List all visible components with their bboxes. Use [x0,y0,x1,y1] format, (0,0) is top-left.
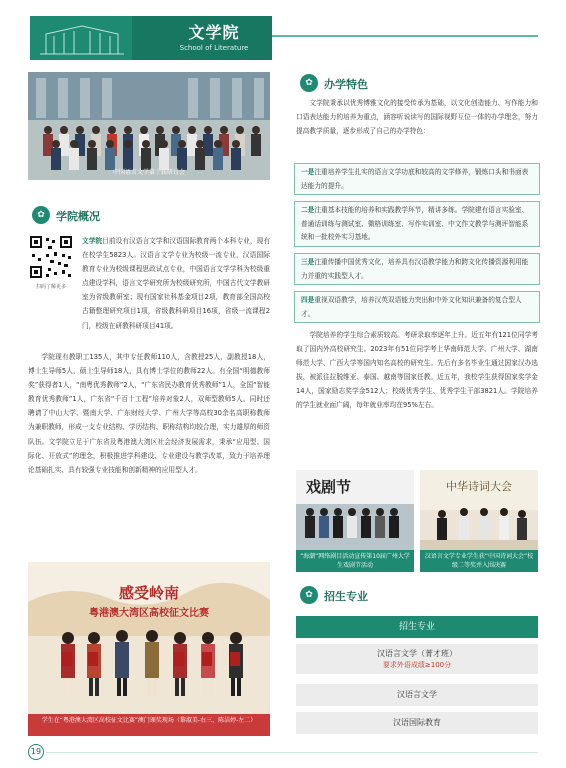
major-row-3 [296,712,538,734]
feature-item-4-text: 重视双语教学，培养汉英双语能力突出和中外文化知识兼备的复合型人才。 [301,296,522,318]
feature-item-3-lead: 三是 [301,258,315,266]
admission-title: 招生专业 [324,590,368,603]
header-rule [272,35,538,37]
admission-icon: ✿ [300,586,318,604]
contest-photo-caption: 学生在“粤港澳大湾区高校征文比赛”澳门颁奖现场（黎淑美-右三，陈洁婷-左二） [41,717,257,724]
overview-para2-text: 学院现有教职工135人，其中专任教师110人，含教授25人，副教授18人，博士生导师5人，硕士生导师18人，具有博士学位的教师22人。有全国“明德教师奖”获得者1人，“南粤优秀教师”2人，“广东省民办教育优秀教师”1人，全国“智能教育优秀教师”1人，广东省“千百十工程”培养对象2人，双师型教师5人。同时还聘请了中山大学、暨南大学、广东财经大学、广州大学等高校30余名高职称教师为兼职教师，形成一支专业结构、学历结构、职称结构均较合理，实力雄厚的师资队伍。文学院立足于广东省及粤港澳大湾区社会经济发展需求，秉承“应用型、国际化、开放式”的理念，积极推进学科建设、专业建设与教学改革，致力于培养理论基础扎实、具有较强专业技能和创新精神的应用型人才。 [28,353,270,474]
major-name-2: 汉语言文学 [397,690,437,699]
feature-item-3 [294,253,540,285]
major-name-3: 汉语国际教育 [393,718,441,727]
feature-item-2 [294,201,540,247]
feature-item-4 [294,291,540,323]
poetry-photo [420,470,538,572]
overview-para1 [82,234,270,333]
features-title: 办学特色 [324,78,368,91]
drama-banner: 戏剧节 [306,478,352,496]
qr-label: 扫码了解更多 [35,284,66,290]
poetry-photo-caption: 汉语言文学专业学生获“中国诗词大会”校级二等奖并入围决赛 [424,553,534,569]
overview-para2 [28,350,270,477]
contest-banner-title: 感受岭南 [118,584,179,602]
group-photo-caption: 中国语言文学第十届研讨会 [112,169,185,176]
drama-photo-caption: “海潮”网络剧目活动宣传第10届广州大学生戏剧节活动 [300,553,410,569]
feature-item-4-lead: 四是 [301,296,315,304]
footer-rule [46,752,538,753]
features-intro-text: 文学院秉承以优秀博雅文化的接受传承为基础，以文化创造能力、写作能力和口语表达能力的培养为重点，涵容听说读写的国际视野互位一体的办学理念，努力提高教学质量，逐步形成了自己的办学特色： [296,99,538,136]
overview-para1-text: 目前设有汉语言文学和汉语国际教育两个本科专业，现有在校学生5823人。汉语言文学专业为校级一流专业，汉语国际教育专业为校级课程思政试点专业，中国语言文学学科为校级重点建设学科，语言文学研究所为校级研究所，中国古代文学教研室为省级教研室；现有国家社科基金项目2项，教育部全国高校古籍整理研究项目1项，省级教科研项目16项，省级一流课程2门，校级在研教科研项目41项。 [82,237,271,330]
overview-icon: ✿ [32,206,50,224]
major-row-2 [296,684,538,706]
features-intro [296,96,538,138]
poetry-banner: 中华诗词大会 [446,480,512,493]
features-icon: ✿ [300,74,318,92]
major-name-1: 汉语言文学（菁才班） [377,649,457,658]
major-row-1 [296,644,538,674]
group-photo-image [28,72,270,180]
overview-title: 学院概况 [56,210,100,223]
contest-banner-subtitle: 粤港澳大湾区高校征文比赛 [89,608,209,619]
building-line-art [36,20,128,58]
group-photo [28,72,270,180]
major-requirement-1: 要求外语成绩≥100分 [382,661,452,669]
admission-table-head: 招生专业 [296,616,538,638]
features-outcome [296,328,538,413]
qr-code [28,234,74,280]
page-number: 19 [28,744,44,760]
features-outcome-text: 学院培养的学生综合素质较高。考研录取率逐年上升。近五年有121位同学考取了国内外高校研究生。2023年有51位同学考上华南师范大学、广州大学、湖南师范大学、广西大学等国内知名高校的研究生。先后有多名毕业生通过国家汉办选拔，被派往拉脱维亚、泰国、越南等国家任教。近五年，我校学生获得国家奖学金14人，国家励志奖学金512人；校级优秀学生、优秀学生干部3821人。学院培养的学生就业面广阔，每年就业率均在95%左右。 [296,331,538,410]
page-title: 文学院 [188,23,240,42]
feature-item-1-lead: 一是 [301,168,315,176]
feature-item-3-text: 注重传播中国优秀文化，培养具有汉语教学能力和跨文化传播资源利用能力并重的实践型人才。 [301,258,529,280]
feature-item-2-lead: 二是 [301,206,315,214]
contest-photo [28,562,270,736]
feature-item-1-text: 注重培养学生扎实的语言文学功底和较高的文学修养，锻炼口头和书面表达能力的提升。 [301,168,529,190]
drama-photo [296,470,414,572]
feature-item-1 [294,163,540,195]
page-subtitle: School of Literature [179,44,249,52]
overview-para1-lead: 文学院 [82,237,103,245]
feature-item-2-text: 注重基本技能的培养和实践教学环节，精讲多练。学院建有语言实验室、普通话训练与测试室、微格训练室、写作实训室、中文作文教学与测评智能系统和一批校外实习基地。 [301,206,529,241]
